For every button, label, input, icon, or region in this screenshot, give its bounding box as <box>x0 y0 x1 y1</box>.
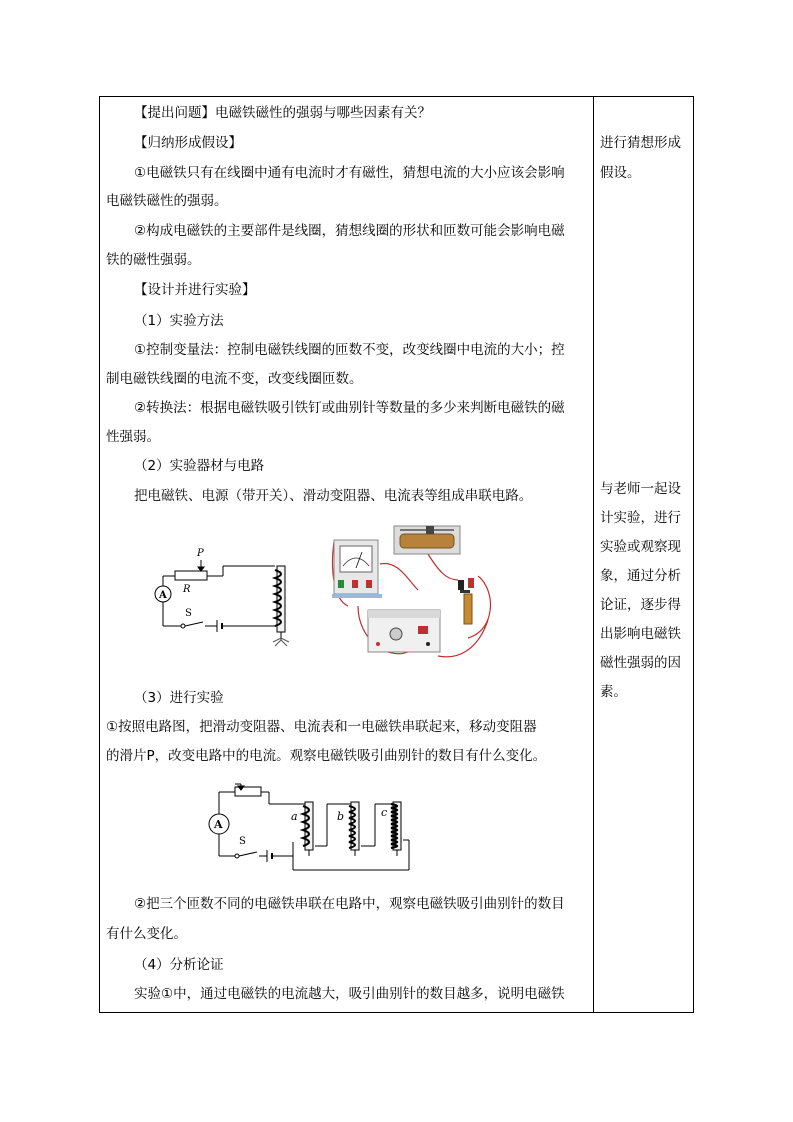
side-note-2-line: 实验或观察现 <box>600 539 681 555</box>
hypothesis-1-line-1: ①电磁铁只有在线圈中通有电流时才有磁性，猜想电流的大小应该会影响 <box>134 165 565 181</box>
side-note-2-line: 磁性强弱的因 <box>600 655 681 671</box>
slider-label: P <box>197 548 204 559</box>
procedure-1-line-1-wrapper <box>106 719 537 735</box>
procedure-2-line-2: 有什么变化。 <box>106 926 187 942</box>
method-2-line-2: 性强弱。 <box>106 429 160 445</box>
side-note-2-line: 素。 <box>600 684 627 700</box>
side-note-2-line: 出影响电磁铁 <box>600 626 681 642</box>
procedure-1-line-2: 的滑片P，改变电路中的电流。观察电磁铁吸引曲别针的数目有什么变化。 <box>106 748 547 764</box>
method-2-line-1: ②转换法：根据电磁铁吸引铁钉或曲别针等数量的多少来判断电磁铁的磁 <box>134 400 565 416</box>
hypothesis-heading: 【归纳形成假设】 <box>134 135 242 151</box>
hypothesis-1-line-2: 电磁铁磁性的强弱。 <box>106 193 228 209</box>
analysis-line-1: 实验①中，通过电磁铁的电流越大，吸引曲别针的数目越多，说明电磁铁 <box>134 986 565 1002</box>
side-note-2-line: 象，通过分析 <box>600 568 681 584</box>
analysis-heading: （4）分析论证 <box>134 957 224 973</box>
ammeter-label: A <box>159 590 167 601</box>
hypothesis-2-line-2: 铁的磁性强弱。 <box>106 252 201 268</box>
electromagnet-b-label: b <box>337 810 345 823</box>
resistor-label: R <box>183 584 191 595</box>
circuit-diagram-single-electromagnet <box>145 542 305 652</box>
equipment-heading: （2）实验器材与电路 <box>134 458 265 474</box>
lesson-table <box>99 96 694 1013</box>
equipment-text: 把电磁铁、电源（带开关）、滑动变阻器、电流表等组成串联电路。 <box>134 488 533 504</box>
procedure-1-line-1: ①按照电路图，把滑动变阻器、电流表和一电磁铁串联起来，移动变阻器 <box>106 719 537 735</box>
side-note-1-line-2: 假设。 <box>600 165 641 181</box>
procedure-2-line-1: ②把三个匝数不同的电磁铁串联在电路中，观察电磁铁吸引曲别针的数目 <box>134 896 565 912</box>
side-note-2-line: 论证，逐步得 <box>600 597 681 613</box>
question-line: 【提出问题】电磁铁磁性的强弱与哪些因素有关？ <box>134 105 431 121</box>
switch-label: S <box>239 836 246 847</box>
side-note-2-line: 计实验，进行 <box>600 510 681 526</box>
electromagnet-a-label: a <box>291 810 298 823</box>
design-heading: 【设计并进行实验】 <box>134 282 256 298</box>
procedure-heading: （3）进行实验 <box>134 690 224 706</box>
side-note-1-line-1: 进行猜想形成 <box>600 135 681 151</box>
method-1-line-2: 制电磁铁线圈的电流不变，改变线圈匝数。 <box>106 371 363 387</box>
circuit-diagram-three-electromagnets <box>205 780 415 880</box>
teaching-content-cell <box>100 97 593 1012</box>
student-activity-cell <box>594 97 694 1012</box>
switch-label: S <box>185 608 192 619</box>
method-1-line-1: ①控制变量法：控制电磁铁线圈的匝数不变，改变线圈中电流的大小；控 <box>134 342 565 358</box>
side-note-2-line: 与老师一起设 <box>600 481 681 497</box>
hypothesis-2-line-1: ②构成电磁铁的主要部件是线圈，猜想线圈的形状和匝数可能会影响电磁 <box>134 223 565 239</box>
apparatus-photo <box>328 520 500 662</box>
electromagnet-c-label: c <box>381 806 388 819</box>
method-heading: （1）实验方法 <box>134 313 224 329</box>
ammeter-label: A <box>214 818 223 831</box>
